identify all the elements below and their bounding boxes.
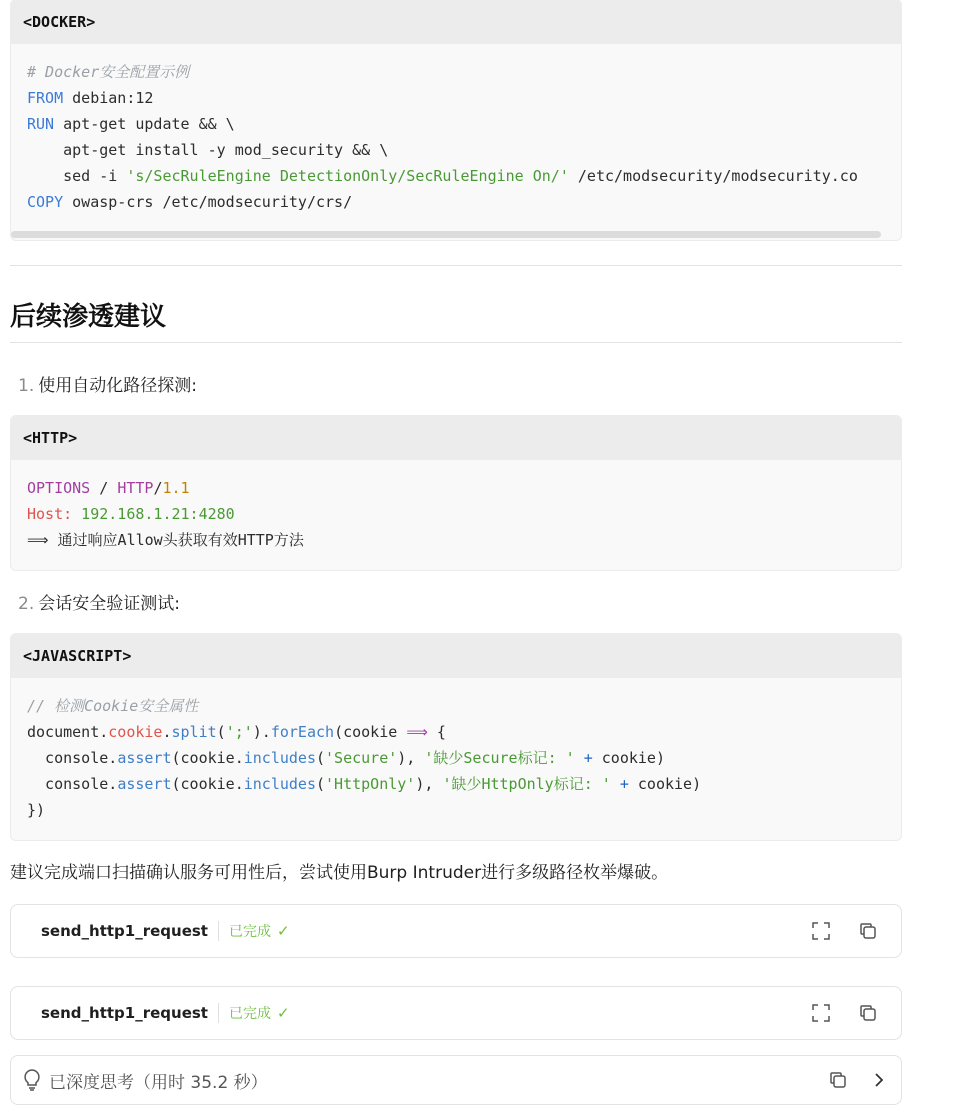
code-keyword: RUN <box>27 115 55 133</box>
code-operator: + <box>610 775 638 793</box>
list-number: 2. <box>18 594 35 614</box>
code-comment: # Docker安全配置示例 <box>27 63 190 81</box>
horizontal-scrollbar[interactable] <box>11 231 881 238</box>
separator <box>218 921 219 941</box>
code-text: / <box>153 479 163 497</box>
code-text: debian:12 <box>63 89 154 107</box>
http-header-value: 192.168.1.21:4280 <box>72 505 235 523</box>
code-text: / <box>90 479 118 497</box>
code-text: ⟹ 通过响应Allow头获取有效HTTP方法 <box>27 531 304 549</box>
code-language-label: <JAVASCRIPT> <box>11 634 901 678</box>
code-language-label: <DOCKER> <box>11 0 901 44</box>
expand-icon[interactable] <box>809 1001 833 1025</box>
heading-underline <box>10 342 902 343</box>
code-text: (cookie. <box>171 749 244 767</box>
code-arrow: ⟹ <box>406 723 428 741</box>
code-function: assert <box>117 749 172 767</box>
code-keyword: FROM <box>27 89 64 107</box>
http-method: OPTIONS <box>27 479 91 497</box>
code-text: cookie) <box>601 749 665 767</box>
code-property: cookie <box>108 723 163 741</box>
http-protocol: HTTP <box>117 479 154 497</box>
code-function: assert <box>117 775 172 793</box>
thinking-toggle[interactable] <box>10 1055 902 1105</box>
code-text: . <box>162 723 172 741</box>
javascript-code-block <box>10 633 902 841</box>
list-item <box>18 589 180 614</box>
code-text: sed -i <box>27 167 127 185</box>
code-text: console. <box>27 775 118 793</box>
code-text: ), <box>397 749 425 767</box>
status-label: 已完成 <box>228 924 271 940</box>
code-text: (cookie. <box>171 775 244 793</box>
code-string: 's/SecRuleEngine DetectionOnly/SecRuleEngine On/' <box>126 167 569 185</box>
code-function: split <box>171 723 217 741</box>
code-text: { <box>427 723 446 741</box>
tool-name: send_http1_request <box>41 1004 208 1022</box>
section-heading: 后续渗透建议 <box>10 302 167 332</box>
chevron-right-icon[interactable] <box>867 1068 891 1092</box>
code-string: 'HttpOnly' <box>325 775 416 793</box>
code-text: /etc/modsecurity/modsecurity.co <box>568 167 858 185</box>
code-comment: // 检测Cookie安全属性 <box>27 697 199 715</box>
list-item-text: 会话安全验证测试: <box>38 594 180 614</box>
code-text: apt-get install -y mod_security && \ <box>27 141 389 159</box>
code-text: ). <box>252 723 271 741</box>
code-text: owasp-crs /etc/modsecurity/crs/ <box>63 193 353 211</box>
code-function: includes <box>243 749 316 767</box>
code-operator: + <box>574 749 602 767</box>
copy-icon[interactable] <box>856 919 880 943</box>
code-string: '缺少HttpOnly标记: ' <box>442 775 611 793</box>
code-string: 'Secure' <box>325 749 398 767</box>
list-item <box>18 371 197 396</box>
code-text: ( <box>316 775 326 793</box>
code-text: }) <box>27 801 46 819</box>
code-function: forEach <box>270 723 335 741</box>
code-text: document. <box>27 723 109 741</box>
code-keyword: COPY <box>27 193 64 211</box>
list-number: 1. <box>18 376 35 396</box>
code-text: console. <box>27 749 118 767</box>
paragraph: 建议完成端口扫描确认服务可用性后，尝试使用Burp Intruder进行多级路径枚举爆破。 <box>10 863 669 883</box>
status-label: 已完成 <box>228 1006 271 1022</box>
divider <box>10 265 902 266</box>
docker-code-block <box>10 0 902 241</box>
tool-name: send_http1_request <box>41 922 208 940</box>
code-text: ), <box>415 775 443 793</box>
code-string: ';' <box>225 723 253 741</box>
separator <box>218 1003 219 1023</box>
http-code-block <box>10 415 902 571</box>
code-function: includes <box>243 775 316 793</box>
check-icon: ✓ <box>276 1004 290 1022</box>
check-icon: ✓ <box>276 922 290 940</box>
http-header-name: Host: <box>27 505 73 523</box>
code-text: ( <box>216 723 226 741</box>
copy-icon[interactable] <box>826 1068 850 1092</box>
thinking-label: 已深度思考（用时 35.2 秒） <box>49 1072 268 1093</box>
tool-call-card[interactable] <box>10 904 902 958</box>
code-string: '缺少Secure标记: ' <box>424 749 575 767</box>
list-item-text: 使用自动化路径探测: <box>38 376 197 396</box>
tool-call-card[interactable] <box>10 986 902 1040</box>
code-text: (cookie <box>334 723 407 741</box>
lightbulb-icon <box>23 1069 41 1091</box>
copy-icon[interactable] <box>856 1001 880 1025</box>
code-language-label: <HTTP> <box>11 416 901 460</box>
code-text: apt-get update && \ <box>54 115 235 133</box>
code-text: ( <box>316 749 326 767</box>
http-version: 1.1 <box>162 479 190 497</box>
expand-icon[interactable] <box>809 919 833 943</box>
code-text: cookie) <box>637 775 702 793</box>
